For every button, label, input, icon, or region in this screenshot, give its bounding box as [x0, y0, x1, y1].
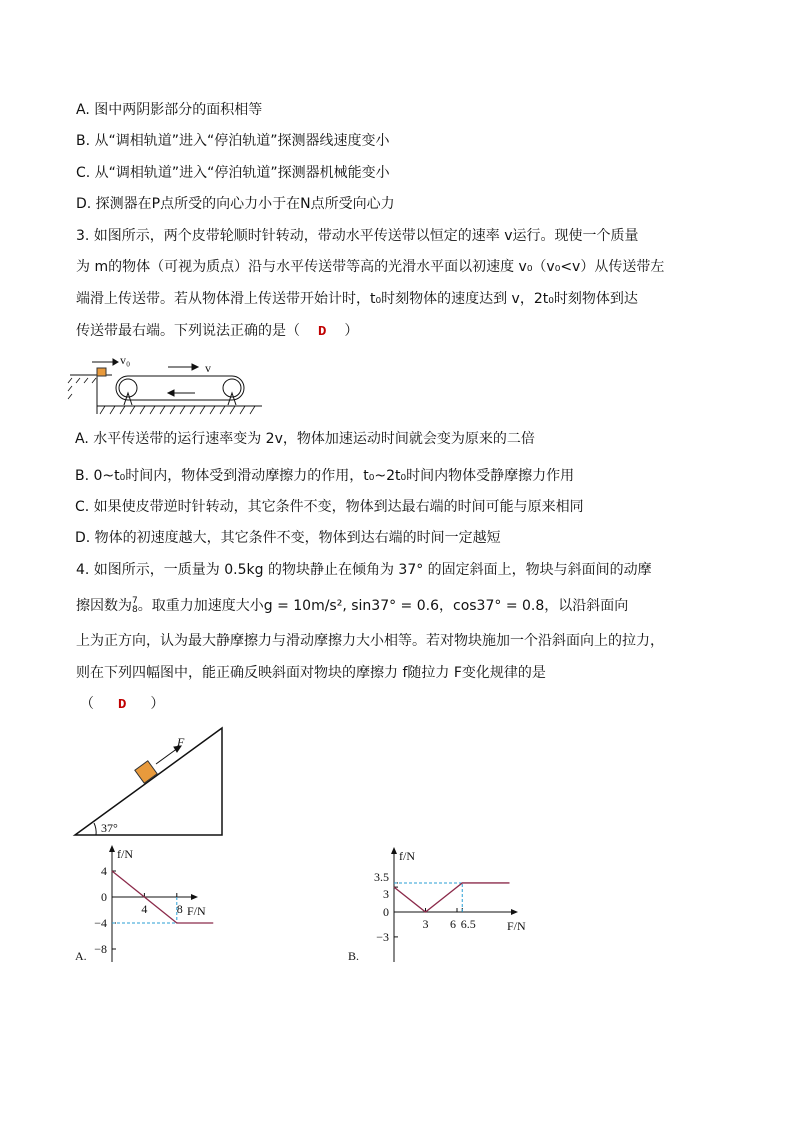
q4-line	[76, 596, 628, 616]
q4-answer-line	[80, 694, 164, 715]
q4-close-paren: ）	[150, 696, 165, 712]
y-axis-arrow	[391, 847, 397, 854]
x-axis-label: F/N	[187, 904, 206, 918]
q3-line: 端滑上传送带。若从物体滑上传送带开始计时，t₀时刻物体的速度达到 v，2t₀时刻物体到达	[76, 291, 638, 307]
q4-open-paren: （	[80, 696, 94, 712]
v-label: v	[205, 361, 211, 375]
y-tick-label: −4	[94, 916, 107, 930]
q3-answer: D	[318, 324, 327, 340]
y-tick-label: 3	[383, 887, 389, 902]
x-tick-label: 6	[450, 917, 456, 931]
q3-option-c: C. 如果使皮带逆时针转动，其它条件不变，物体到达最右端的时间可能与原来相同	[75, 499, 584, 515]
chart-0	[75, 845, 213, 963]
q3-line: 为 m的物体（可视为质点）沿与水平传送带等高的光滑水平面以初速度 v₀（v₀<v）从传送带左	[76, 259, 665, 275]
q3-option-b: B. 0~t₀时间内，物体受到滑动摩擦力的作用，t₀~2t₀时间内物体受静摩擦力作用	[75, 468, 575, 484]
q3-text: 传送带最右端。下列说法正确的是（	[76, 323, 300, 339]
y-tick-label: −8	[94, 942, 107, 956]
x-tick-label: 6.5	[460, 917, 476, 931]
x-axis-arrow	[191, 894, 198, 900]
q3-close-paren: ）	[344, 323, 359, 339]
fraction-denominator: 8	[132, 605, 138, 615]
chart-option-label: A.	[75, 949, 87, 963]
q2-option-d: D. 探测器在P点所受的向心力小于在N点所受向心力	[76, 196, 395, 212]
charts	[75, 845, 526, 963]
v0-label: v₀	[120, 353, 131, 367]
x-tick-label: 4	[141, 902, 148, 916]
conveyor-figure	[68, 353, 262, 414]
x-tick-label: 3	[422, 917, 429, 931]
block	[135, 761, 157, 783]
q3-option-a: A. 水平传送带的运行速率变为 2v，物体加速运动时间就会变为原来的二倍	[75, 431, 535, 447]
chart-1	[348, 847, 526, 963]
x-tick-label: 8	[176, 902, 183, 916]
q3-option-d: D. 物体的初速度越大，其它条件不变，物体到达右端的时间一定越短	[75, 530, 501, 546]
q4-text: 。取重力加速度大小g = 10m/s², sin37° = 0.6，cos37° = 0.8，以沿斜面向	[137, 598, 629, 614]
q4-line: 上为正方向，认为最大静摩擦力与滑动摩擦力大小相等。若对物块施加一个沿斜面向上的拉力，	[76, 633, 664, 649]
chart-option-label: B.	[348, 949, 360, 963]
y-tick-label: 3.5	[374, 869, 389, 884]
series-line	[394, 883, 510, 912]
y-tick-label: −3	[376, 929, 389, 944]
angle-label: 37°	[101, 821, 118, 835]
q3-line: 3. 如图所示，两个皮带轮顺时针转动，带动水平传送带以恒定的速率 v运行。现使一个质量	[76, 228, 639, 244]
q2-option-a: A. 图中两阴影部分的面积相等	[76, 102, 263, 118]
force-label: F	[177, 735, 185, 749]
y-axis-arrow	[109, 845, 115, 852]
y-axis-label: f/N	[117, 847, 133, 861]
q4-text: 擦因数为	[76, 598, 132, 614]
x-axis-arrow	[511, 909, 518, 915]
x-axis-label: F/N	[507, 919, 526, 933]
y-tick-label: 0	[383, 905, 389, 919]
q4-line: 则在下列四幅图中，能正确反映斜面对物块的摩擦力 f随拉力 F变化规律的是	[76, 665, 546, 681]
q4-line: 4. 如图所示，一质量为 0.5kg 的物块静止在倾角为 37° 的固定斜面上，物块与斜面间的动摩	[76, 562, 652, 578]
y-tick-label: 0	[101, 890, 107, 904]
incline-figure	[75, 728, 222, 835]
block	[97, 368, 106, 376]
q4-answer: D	[118, 697, 127, 713]
fraction-numerator: 7	[132, 596, 138, 606]
q2-option-b: B. 从“调相轨道”进入“停泊轨道”探测器线速度变小	[76, 133, 390, 149]
q2-option-c: C. 从“调相轨道”进入“停泊轨道”探测器机械能变小	[76, 165, 390, 181]
y-axis-label: f/N	[399, 849, 415, 863]
y-tick-label: 4	[101, 864, 107, 878]
